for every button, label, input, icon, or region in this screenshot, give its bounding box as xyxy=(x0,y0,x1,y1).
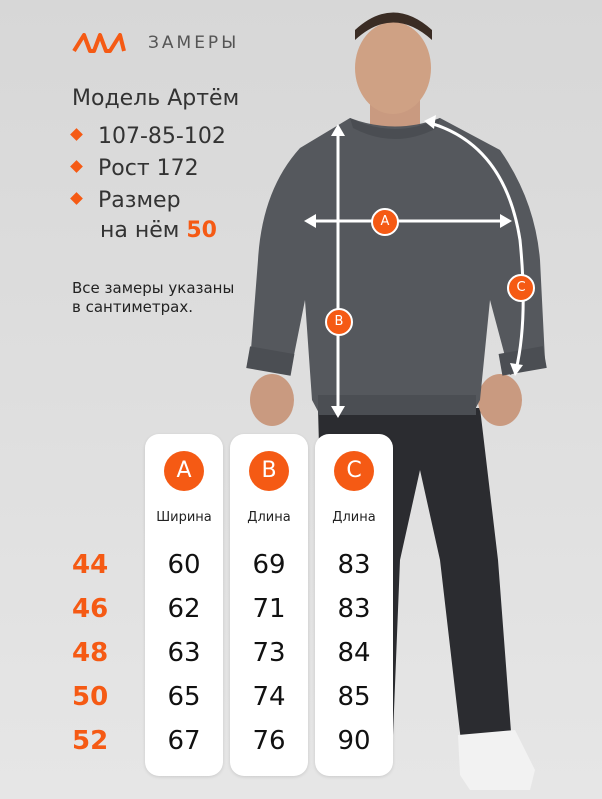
column-letter-a: A xyxy=(164,451,204,491)
cell-50-c: 85 xyxy=(337,682,371,712)
cell-46-b: 71 xyxy=(252,594,286,624)
marker-a: A xyxy=(371,208,399,236)
units-note: Все замеры указаны в сантиметрах. xyxy=(72,279,235,316)
column-header-a: Ширина xyxy=(156,510,212,525)
column-letter-b: B xyxy=(249,451,289,491)
brand-logo xyxy=(72,33,126,53)
marker-b: B xyxy=(325,308,353,336)
cell-44-a: 60 xyxy=(167,550,201,580)
cell-50-b: 74 xyxy=(252,682,286,712)
model-size-value-line: на нём 50 xyxy=(100,218,217,243)
cell-44-c: 83 xyxy=(337,550,371,580)
cell-52-c: 90 xyxy=(337,726,371,756)
model-name: Модель Артём xyxy=(72,86,240,111)
size-52: 52 xyxy=(72,726,109,756)
cell-50-a: 65 xyxy=(167,682,201,712)
column-header-c: Длина xyxy=(332,510,376,525)
model-size-value: 50 xyxy=(186,218,217,243)
model-height: Рост 172 xyxy=(72,156,199,181)
brand-title: ЗАМЕРЫ xyxy=(148,33,240,53)
cell-48-c: 84 xyxy=(337,638,371,668)
cell-44-b: 69 xyxy=(252,550,286,580)
diamond-bullet-icon xyxy=(70,128,83,141)
diamond-bullet-icon xyxy=(70,160,83,173)
size-44: 44 xyxy=(72,550,109,580)
cell-52-b: 76 xyxy=(252,726,286,756)
size-50: 50 xyxy=(72,682,109,712)
model-size-label: Размер xyxy=(72,188,181,213)
cell-48-b: 73 xyxy=(252,638,286,668)
cell-48-a: 63 xyxy=(167,638,201,668)
diamond-bullet-icon xyxy=(70,192,83,205)
column-letter-c: C xyxy=(334,451,374,491)
model-measurements: 107-85-102 xyxy=(72,124,226,149)
cell-46-c: 83 xyxy=(337,594,371,624)
marker-c: C xyxy=(507,274,535,302)
cell-46-a: 62 xyxy=(167,594,201,624)
size-46: 46 xyxy=(72,594,109,624)
head xyxy=(355,22,431,114)
cell-52-a: 67 xyxy=(167,726,201,756)
size-48: 48 xyxy=(72,638,109,668)
column-header-b: Длина xyxy=(247,510,291,525)
